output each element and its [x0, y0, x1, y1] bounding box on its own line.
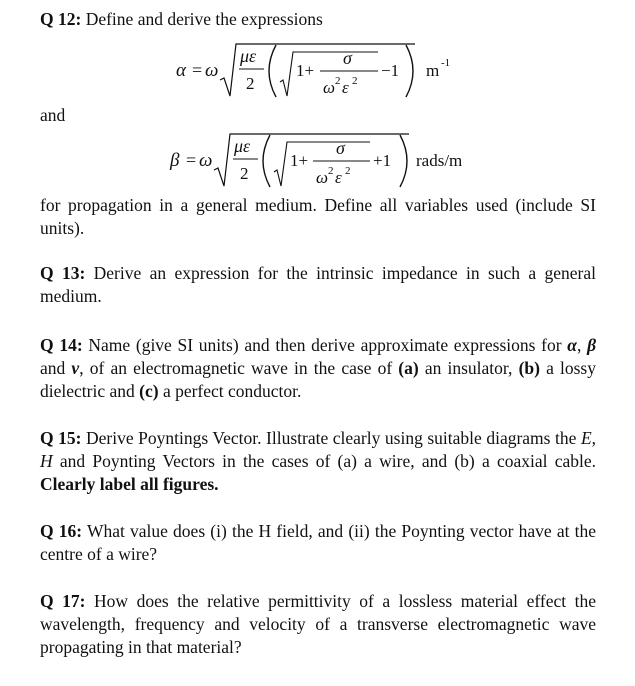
- left-paren: [263, 135, 270, 187]
- equals-sign: =: [192, 60, 203, 80]
- mu-epsilon: με: [240, 46, 257, 66]
- omega-symbol: ω: [199, 150, 213, 171]
- h-field-symbol: H: [40, 451, 53, 471]
- case-label-b: (b): [518, 358, 540, 378]
- one-plus: 1+: [290, 151, 309, 170]
- sigma-symbol: σ: [343, 48, 352, 68]
- unit-meter: m: [426, 61, 440, 80]
- left-paren: [269, 45, 276, 97]
- superscript-two: 2: [352, 75, 358, 87]
- superscript-two: 2: [328, 165, 334, 177]
- question-15: [40, 427, 596, 496]
- beta-equation: [169, 134, 462, 187]
- denominator-two: 2: [240, 164, 249, 183]
- question-12-closing: [40, 194, 596, 240]
- separator: ,: [576, 335, 588, 355]
- separator: and: [40, 358, 72, 378]
- sigma-symbol: σ: [336, 138, 345, 158]
- omega-symbol: ω: [316, 168, 329, 187]
- epsilon-symbol: ε: [335, 168, 342, 187]
- superscript-two: 2: [345, 165, 351, 177]
- question-text-part: an insulator,: [418, 358, 519, 378]
- question-16: [40, 520, 596, 566]
- and-label: [40, 104, 596, 127]
- inner-radical: [274, 142, 370, 186]
- question-text-part: and Poynting Vectors in the cases of (a) a wire, and (b) a coaxial cable.: [52, 451, 596, 471]
- question-number: Q 12:: [40, 9, 82, 29]
- separator: ,: [591, 428, 597, 448]
- omega-symbol: ω: [205, 60, 219, 81]
- superscript-two: 2: [335, 75, 341, 87]
- question-number: Q 16:: [40, 521, 83, 541]
- case-label-c: (c): [139, 381, 159, 401]
- alpha-symbol: α: [567, 335, 577, 355]
- unit-exponent: -1: [441, 57, 451, 69]
- question-13: [40, 262, 596, 308]
- right-paren: [406, 45, 413, 97]
- unit-rads-per-meter: rads/m: [416, 151, 463, 170]
- emphasis-text: Clearly label all figures.: [40, 474, 219, 494]
- question-17: [40, 590, 596, 659]
- epsilon-symbol: ε: [342, 78, 349, 97]
- question-text: What value does (i) the H field, and (ii) the Poynting vector have at the centre of a wire?: [40, 521, 596, 564]
- minus-one: −1: [381, 61, 400, 80]
- case-label-a: (a): [398, 358, 419, 378]
- right-paren: [400, 135, 407, 187]
- mu-epsilon: με: [234, 136, 251, 156]
- question-number: Q 14:: [40, 335, 83, 355]
- equals-sign: =: [186, 150, 197, 170]
- alpha-symbol: α: [176, 60, 186, 81]
- denominator-two: 2: [246, 74, 255, 93]
- question-text-part: a lossy dielectric and: [40, 358, 596, 401]
- question-text-part: a perfect conductor.: [158, 381, 302, 401]
- beta-symbol: β: [170, 150, 180, 171]
- plus-one: +1: [373, 151, 392, 170]
- outer-radical: [214, 134, 409, 186]
- question-text-part: Derive Poyntings Vector. Illustrate clearly using suitable diagrams the: [86, 428, 581, 448]
- question-text-part: Name (give SI units) and then derive approximate expressions for: [88, 335, 568, 355]
- question-number: Q 13:: [40, 263, 86, 283]
- closing-text: for propagation in a general medium. Define all variables used (include SI units).: [40, 195, 596, 238]
- inner-radical: [280, 52, 378, 96]
- question-text: How does the relative permittivity of a lossless material effect the wavelength, frequency and velocity of a transverse electromagnetic wave propagating in that material?: [40, 591, 596, 657]
- outer-radical: [220, 44, 415, 96]
- and-word: and: [40, 105, 66, 125]
- omega-symbol: ω: [323, 78, 336, 97]
- beta-symbol: β: [587, 335, 597, 355]
- one-plus: 1+: [296, 61, 315, 80]
- question-number: Q 15:: [40, 428, 82, 448]
- question-text: Define and derive the expressions: [85, 9, 323, 29]
- question-number: Q 17:: [40, 591, 86, 611]
- question-12-heading: [40, 8, 596, 31]
- question-text: Derive an expression for the intrinsic impedance in such a general medium.: [40, 263, 597, 306]
- velocity-symbol: v: [71, 358, 80, 378]
- alpha-equation: [176, 44, 450, 97]
- question-14: [40, 334, 596, 403]
- question-text-part: , of an electromagnetic wave in the case of: [79, 358, 399, 378]
- e-field-symbol: E: [580, 428, 592, 448]
